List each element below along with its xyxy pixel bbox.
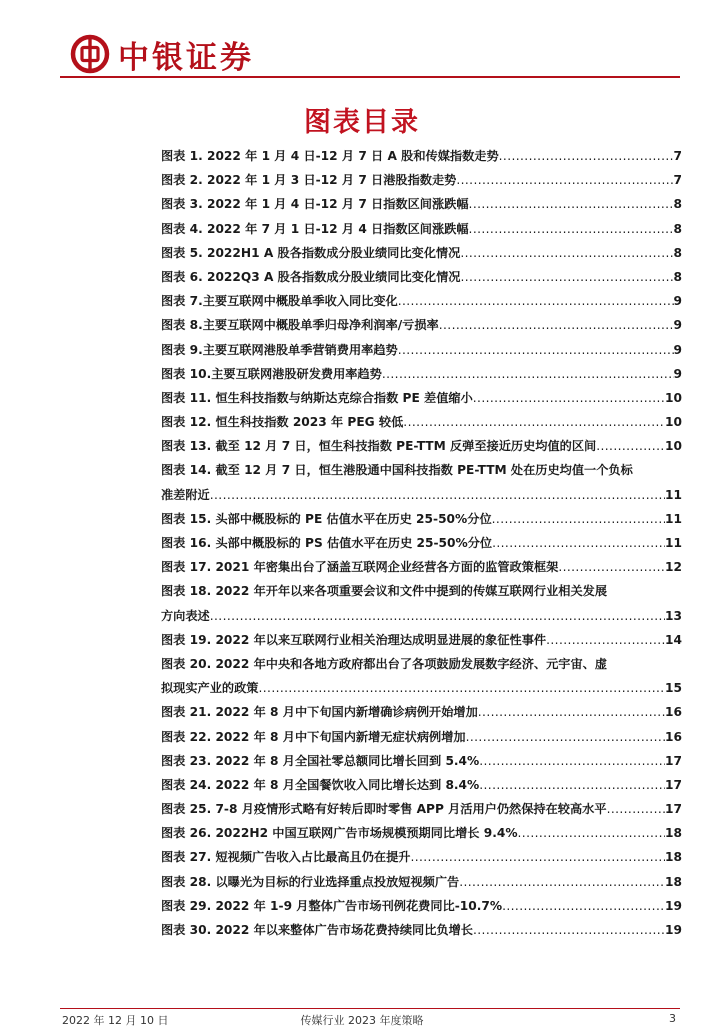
toc-entry-title: 图表 5. 2022H1 A 股各指数成分股业绩同比变化情况: [161, 245, 461, 260]
toc-leader-dots: [398, 338, 674, 362]
toc-entry-page: 10: [665, 439, 682, 454]
toc-entry[interactable]: [161, 338, 682, 362]
toc-entry[interactable]: [161, 265, 682, 289]
toc-entry-page: 10: [665, 415, 682, 430]
brand-name: 中银证券: [118, 40, 254, 76]
toc-entry-title: 图表 22. 2022 年 8 月中下旬国内新增无症状病例增加: [161, 729, 466, 744]
toc-entry-title: 图表 2. 2022 年 1 月 3 日-12 月 7 日港股指数走势: [161, 173, 457, 188]
toc-entry[interactable]: [161, 797, 682, 821]
toc-entry-page: 18: [665, 850, 682, 865]
toc-entry-page: 9: [673, 342, 682, 357]
toc-entry-page: 7: [673, 149, 682, 163]
toc-entry[interactable]: [161, 386, 682, 410]
footer-page-number: 3: [669, 1012, 676, 1025]
toc-entry-title: 图表 27. 短视频广告收入占比最高且仍在提升: [161, 850, 411, 865]
toc-entry-title: 图表 3. 2022 年 1 月 4 日-12 月 7 日指数区间涨跌幅: [161, 197, 469, 212]
toc-entry-title: 图表 26. 2022H2 中国互联网广告市场规模预期同比增长 9.4%: [161, 826, 518, 841]
toc-leader-dots: [210, 483, 665, 507]
toc-entry-page: 8: [673, 221, 682, 236]
toc-leader-dots: [499, 144, 674, 168]
toc-entry-page: 18: [665, 874, 682, 889]
toc-entry-title: 图表 4. 2022 年 7 月 1 日-12 月 4 日指数区间涨跌幅: [161, 221, 469, 236]
toc-leader-dots: [492, 507, 665, 531]
toc-leader-dots: [469, 192, 674, 216]
toc-leader-dots: [382, 362, 674, 386]
toc-entry[interactable]: [161, 289, 682, 313]
toc-entry[interactable]: [161, 410, 682, 434]
toc-leader-dots: [466, 725, 665, 749]
toc-entry-page: 19: [665, 898, 682, 913]
toc-entry-title: 图表 18. 2022 年开年以来各项重要会议和文件中提到的传媒互联网行业相关发展: [161, 584, 608, 599]
toc-entry[interactable]: [161, 628, 682, 652]
toc-entry[interactable]: [161, 579, 682, 627]
bank-of-china-logo-icon: [70, 34, 110, 74]
toc-leader-dots: [259, 676, 666, 700]
toc-entry-page: 13: [665, 608, 682, 623]
toc-entry-page: 16: [665, 705, 682, 720]
toc-entry-page: 17: [665, 777, 682, 792]
toc-entry-title: 图表 11. 恒生科技指数与纳斯达克综合指数 PE 差值缩小: [161, 390, 473, 405]
toc-leader-dots: [410, 845, 665, 869]
toc-entry[interactable]: [161, 555, 682, 579]
footer-doc-title: 传媒行业 2023 年度策略: [300, 1014, 424, 1027]
header-divider: [60, 76, 680, 78]
toc-leader-dots: [460, 265, 673, 289]
table-of-figures: [161, 144, 682, 942]
toc-leader-dots: [502, 894, 665, 918]
toc-entry-page: 19: [665, 923, 682, 937]
toc-leader-dots: [398, 289, 674, 313]
toc-leader-dots: [210, 604, 665, 628]
toc-entry-title-continued: 准差附近: [161, 487, 210, 502]
toc-entry-page: 9: [673, 318, 682, 333]
toc-leader-dots: [558, 555, 665, 579]
toc-entry[interactable]: [161, 652, 682, 700]
toc-entry-title: 图表 20. 2022 年中央和各地方政府都出台了各项鼓励发展数字经济、元宇宙、虚: [161, 656, 608, 671]
toc-entry-title: 图表 13. 截至 12 月 7 日，恒生科技指数 PE-TTM 反弹至接近历史均值的区间: [161, 439, 597, 454]
toc-entry-title: 图表 21. 2022 年 8 月中下旬国内新增确诊病例开始增加: [161, 705, 478, 720]
toc-leader-dots: [469, 217, 674, 241]
toc-entry-page: 7: [673, 173, 682, 188]
toc-leader-dots: [473, 918, 665, 942]
toc-entry-title: 图表 16. 头部中概股标的 PS 估值水平在历史 25-50%分位: [161, 536, 493, 550]
page-header: [0, 0, 724, 80]
toc-entry[interactable]: [161, 894, 682, 918]
toc-entry[interactable]: [161, 749, 682, 773]
toc-leader-dots: [439, 313, 674, 337]
toc-entry-page: 11: [665, 511, 682, 526]
toc-entry-page: 8: [673, 269, 682, 284]
toc-entry-title: 图表 12. 恒生科技指数 2023 年 PEG 较低: [161, 415, 404, 430]
toc-entry-title: 图表 14. 截至 12 月 7 日，恒生港股通中国科技指数 PE-TTM 处在历史均值一个负标: [161, 463, 633, 478]
toc-entry[interactable]: [161, 144, 682, 168]
toc-leader-dots: [607, 797, 665, 821]
toc-entry-title: 图表 24. 2022 年 8 月全国餐饮收入同比增长达到 8.4%: [161, 777, 480, 792]
toc-leader-dots: [492, 531, 665, 555]
toc-entry-title-continued: 拟现实产业的政策: [161, 681, 259, 696]
toc-entry[interactable]: [161, 725, 682, 749]
toc-entry-title: 图表 8.主要互联网中概股单季归母净利润率/亏损率: [161, 318, 439, 333]
toc-entry-title: 图表 7.主要互联网中概股单季收入同比变化: [161, 294, 398, 309]
toc-entry-page: 16: [665, 729, 682, 744]
toc-entry[interactable]: [161, 434, 682, 458]
toc-entry-page: 12: [665, 560, 682, 575]
toc-entry-page: 11: [665, 487, 682, 502]
toc-leader-dots: [460, 241, 673, 265]
toc-entry[interactable]: [161, 507, 682, 531]
toc-entry[interactable]: [161, 870, 682, 894]
toc-entry[interactable]: [161, 168, 682, 192]
toc-leader-dots: [473, 386, 665, 410]
toc-entry[interactable]: [161, 531, 682, 555]
toc-entry-title: 图表 29. 2022 年 1-9 月整体广告市场刊例花费同比-10.7%: [161, 898, 503, 913]
toc-entry-title: 图表 19. 2022 年以来互联网行业相关治理达成明显进展的象征性事件: [161, 632, 547, 647]
toc-leader-dots: [479, 749, 665, 773]
toc-entry-page: 17: [665, 753, 682, 768]
toc-entry[interactable]: [161, 700, 682, 724]
toc-entry[interactable]: [161, 918, 682, 942]
toc-entry-title: 图表 15. 头部中概股标的 PE 估值水平在历史 25-50%分位: [161, 511, 492, 526]
toc-leader-dots: [546, 628, 665, 652]
toc-entry-title: 图表 9.主要互联网港股单季营销费用率趋势: [161, 342, 398, 357]
toc-entry-page: 15: [665, 681, 682, 696]
page-title: 图表目录: [304, 107, 420, 138]
toc-leader-dots: [403, 410, 665, 434]
toc-entry-title: 图表 23. 2022 年 8 月全国社零总额同比增长回到 5.4%: [161, 753, 480, 768]
toc-leader-dots: [456, 168, 673, 192]
toc-leader-dots: [478, 700, 665, 724]
toc-entry-page: 18: [665, 826, 682, 841]
toc-entry-title: 图表 17. 2021 年密集出台了涵盖互联网企业经营各方面的监管政策框架: [161, 560, 559, 575]
toc-entry-title: 图表 25. 7-8 月疫情形式略有好转后即时零售 APP 月活用户仍然保持在较高水平: [161, 802, 607, 817]
toc-entry-page: 11: [665, 536, 682, 550]
toc-leader-dots: [459, 870, 665, 894]
toc-entry[interactable]: [161, 821, 682, 845]
toc-entry-page: 8: [673, 245, 682, 260]
toc-entry[interactable]: [161, 217, 682, 241]
toc-entry[interactable]: [161, 313, 682, 337]
footer-date: 2022 年 12 月 10 日: [62, 1014, 169, 1027]
toc-entry[interactable]: [161, 362, 682, 386]
toc-entry-page: 14: [665, 632, 682, 647]
toc-entry-page: 9: [673, 294, 682, 309]
toc-entry[interactable]: [161, 241, 682, 265]
toc-entry-page: 10: [665, 390, 682, 405]
footer-divider: [60, 1008, 680, 1009]
toc-entry[interactable]: [161, 458, 682, 506]
toc-entry[interactable]: [161, 773, 682, 797]
toc-leader-dots: [596, 434, 665, 458]
toc-entry[interactable]: [161, 192, 682, 216]
toc-entry-page: 17: [665, 802, 682, 817]
toc-leader-dots: [518, 821, 666, 845]
toc-entry-page: 9: [673, 366, 682, 381]
toc-entry-title: 图表 6. 2022Q3 A 股各指数成分股业绩同比变化情况: [161, 269, 461, 284]
toc-entry-title-continued: 方向表述: [161, 608, 210, 623]
toc-entry[interactable]: [161, 845, 682, 869]
toc-entry-title: 图表 28. 以曝光为目标的行业选择重点投放短视频广告: [161, 874, 460, 889]
toc-entry-page: 8: [673, 197, 682, 212]
toc-entry-title: 图表 1. 2022 年 1 月 4 日-12 月 7 日 A 股和传媒指数走势: [161, 149, 499, 163]
toc-entry-title: 图表 10.主要互联网港股研发费用率趋势: [161, 366, 382, 381]
toc-entry-title: 图表 30. 2022 年以来整体广告市场花费持续同比负增长: [161, 923, 473, 937]
toc-leader-dots: [479, 773, 665, 797]
